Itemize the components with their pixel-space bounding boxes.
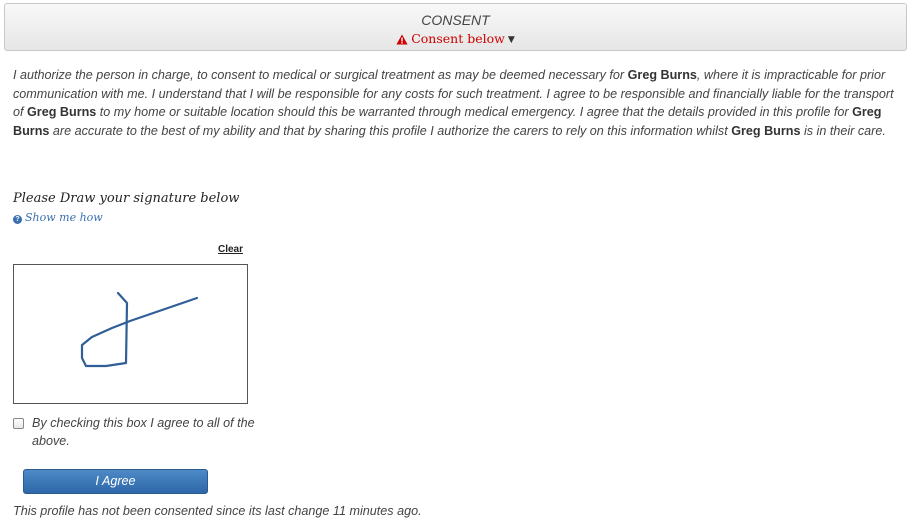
auth-text-part: to my home or suitable location should this be warranted through medical emergency. I agree that the details provided in this profile for	[96, 105, 853, 119]
clear-signature-link[interactable]: Clear	[218, 244, 244, 255]
auth-text-part: is in their care.	[800, 123, 886, 138]
auth-text-part: I authorize the person in charge, to consent to medical or surgical treatment as may be deemed necessary for	[13, 68, 628, 82]
i-agree-button[interactable]: I Agree	[23, 469, 208, 494]
consent-status-message: This profile has not been consented since its last change 11 minutes ago.	[13, 504, 422, 518]
consent-title: CONSENT	[421, 12, 490, 28]
caret-down-icon: ▼	[507, 35, 515, 45]
warning-triangle-icon	[396, 33, 408, 48]
agree-checkbox-label[interactable]: By checking this box I agree to all of the above.	[32, 416, 255, 448]
consent-below-label: Consent below	[411, 31, 505, 46]
question-circle-icon: ?	[13, 215, 22, 224]
patient-name: Greg Burns	[627, 68, 697, 82]
authorization-text	[13, 66, 898, 140]
agree-checkbox[interactable]	[13, 418, 24, 429]
consent-below-toggle[interactable]	[5, 31, 906, 48]
signature-pad[interactable]	[13, 264, 248, 404]
show-me-how-link[interactable]	[13, 211, 103, 224]
signature-drawing	[14, 265, 247, 403]
signature-stroke	[82, 293, 197, 366]
signature-label: Please Draw your signature below	[13, 191, 240, 206]
patient-name: Greg Burns	[27, 105, 97, 119]
show-me-how-label: Show me how	[25, 211, 103, 224]
auth-text-part: are accurate to the best of my ability and that by sharing this profile I authorize the carers to rely on this information whilst	[49, 123, 732, 138]
patient-name: Greg Burns	[13, 105, 882, 138]
patient-name: Greg Burns	[731, 123, 801, 138]
consent-header	[4, 3, 907, 51]
auth-text-part: , where it is impracticable for prior communication with me. I understand that I will be responsible for any costs for such treatment. I agree to be responsible and financially liable for the transport of	[13, 68, 894, 119]
